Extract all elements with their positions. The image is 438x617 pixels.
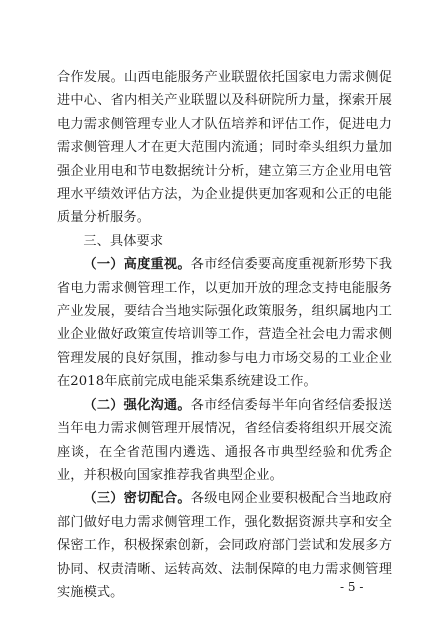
page-number: - 5 -	[340, 580, 364, 594]
requirement-item-2-title: （二）强化沟通。	[83, 397, 191, 413]
requirement-item-2-body: 各市经信委每半年向省经信委报送当年电力需求侧管理开展情况，省经信委将组织开展交流座谈，在全省范围内遴选、通报各市典型经验和优秀企业，并积极向国家推荐我省典型企业。	[57, 397, 392, 483]
requirement-item-1-title: （一）高度重视。	[83, 257, 191, 273]
requirement-item-1-body: 各市经信委要高度重视新形势下我省电力需求侧管理工作，以更加开放的理念支持电能服务产业发展，要结合当地实际强化政策服务，组织属地内工业企业做好政策宣传培训等工作，营造全社会电力需求侧管理发展的良好氛围，推动参与电力市场交易的工业企业在2018年底前完成电能采集系统建设工作。	[57, 257, 392, 390]
section-heading: 三、具体要求	[83, 233, 164, 249]
requirement-item-3-title: （三）密切配合。	[83, 491, 191, 507]
document-body	[57, 66, 392, 604]
paragraph-continuation: 合作发展。山西电能服务产业联盟依托国家电力需求侧促进中心、省内相关产业联盟以及科研院所力量，探索开展电力需求侧管理专业人才队伍培养和评估工作，促进电力需求侧管理人才在更大范围内流通；同时牵头组织力量加强企业用电和节电数据统计分析，建立第三方企业用电管理水平绩效评估方法，为企业提供更加客观和公正的电能质量分析服务。	[57, 70, 392, 226]
requirement-item-2	[57, 394, 392, 488]
requirement-item-3-body: 各级电网企业要积极配合当地政府部门做好电力需求侧管理工作，强化数据资源共享和安全保密工作，积极探索创新，会同政府部门尝试和发展多方协同、权责清晰、运转高效、法制保障的电力需求侧管理实施模式。	[57, 491, 392, 600]
requirement-item-1	[57, 253, 392, 393]
